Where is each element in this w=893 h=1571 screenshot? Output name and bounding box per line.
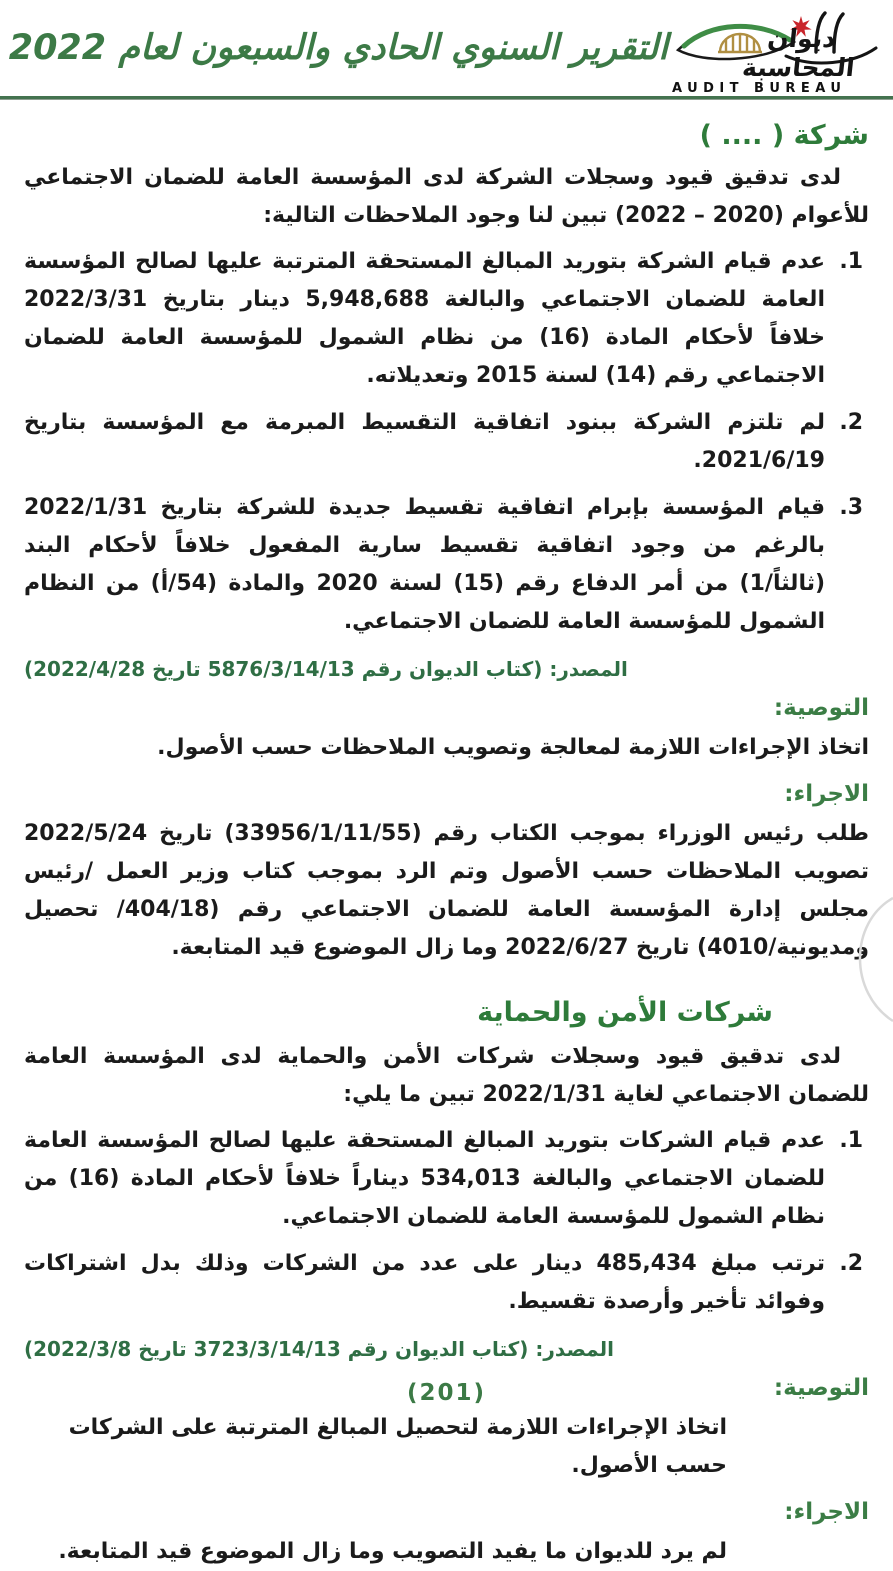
list-item <box>24 243 869 395</box>
section1-list <box>24 243 869 641</box>
action-label: الاجراء: <box>784 781 869 807</box>
section1-intro: لدى تدقيق قيود وسجلات الشركة لدى المؤسسة العامة للضمان الاجتماعي للأعوام (2020 – 2022) تبين لنا وجود الملاحظات التالية: <box>24 165 869 228</box>
audit-bureau-logo <box>668 6 883 96</box>
list-item-text: ترتب مبلغ 485,434 دينار على عدد من الشركات وذلك بدل اشتراكات وفوائد تأخير وأرصدة تقسيط. <box>24 1251 825 1314</box>
page-footer <box>0 1380 893 1406</box>
section2-action: لم يرد للديوان ما يفيد التصويب وما زال الموضوع قيد المتابعة. <box>58 1539 727 1564</box>
list-item-text: عدم قيام الشركات بتوريد المبالغ المستحقة عليها لصالح المؤسسة العامة للضمان الاجتماعي والبالغة 534,013 ديناراً خلافاً لأحكام المادة (16) من نظام الشمول للمؤسسة العامة للضمان الاجتماعي. <box>24 1128 825 1229</box>
section1-source-citation: المصدر: (كتاب الديوان رقم 5876/3/14/13 تاريخ 2022/4/28) <box>24 657 628 681</box>
header-divider <box>0 96 893 100</box>
page-content <box>0 120 893 1571</box>
list-item-number: 2. <box>839 410 863 435</box>
list-item-number: 2. <box>839 1251 863 1276</box>
section2-list <box>24 1122 869 1321</box>
section1-recommendation: اتخاذ الإجراءات اللازمة لمعالجة وتصويب الملاحظات حسب الأصول. <box>157 735 869 760</box>
list-item <box>24 1245 869 1321</box>
logo-english-name: AUDIT BUREAU <box>672 81 847 96</box>
list-item-text: قيام المؤسسة بإبرام اتفاقية تقسيط جديدة للشركة بتاريخ 2022/1/31 بالرغم من وجود اتفاقية تقسيط سارية المفعول خلافاً لأحكام البند (ثالثاً/1) من أمر الدفاع رقم (15) لسنة 2020 والمادة (54/أ) من النظام الشمول للمؤسسة العامة للضمان الاجتماعي. <box>24 495 826 634</box>
list-item <box>24 404 869 480</box>
list-item <box>24 489 869 641</box>
recommendation-label: التوصية: <box>773 1375 869 1401</box>
recommendation-label: التوصية: <box>773 695 869 721</box>
section2-recommendation: اتخاذ الإجراءات اللازمة لتحصيل المبالغ المترتبة على الشركات حسب الأصول. <box>68 1415 727 1478</box>
list-item-text: لم تلتزم الشركة ببنود اتفاقية التقسيط المبرمة مع المؤسسة بتاريخ 2021/6/19. <box>24 410 825 473</box>
page-number: (201) <box>406 1380 487 1406</box>
list-item-text: عدم قيام الشركة بتوريد المبالغ المستحقة المترتبة عليها لصالح المؤسسة العامة للضمان الاجتماعي والبالغة 5,948,688 دينار بتاريخ 2022/3/31 خلافاً لأحكام المادة (16) من نظام الشمول للمؤسسة العامة للضمان الاجتماعي رقم (14) لسنة 2015 وتعديلاته. <box>24 249 825 388</box>
section1-title: شركة ( .... ) <box>699 120 869 151</box>
report-title: التقرير السنوي الحادي والسبعون لعام 2022 <box>8 28 668 68</box>
section2-title: شركات الأمن والحماية <box>477 997 773 1028</box>
section1-action: طلب رئيس الوزراء بموجب الكتاب رقم (33956/1/11/55) تاريخ 2022/5/24 تصويب الملاحظات حسب الأصول وتم الرد بموجب كتاب وزير العمل /رئيس مجلس إدارة المؤسسة العامة للضمان الاجتماعي رقم (404/18/ تحصيل ومديونية/4010) تاريخ 2022/6/27 وما زال الموضوع قيد المتابعة. <box>24 821 870 960</box>
action-label: الاجراء: <box>784 1499 869 1525</box>
section2-source-citation: المصدر: (كتاب الديوان رقم 3723/3/14/13 تاريخ 2022/3/8) <box>24 1337 614 1361</box>
logo-arabic-name: ديوان المحاسبة <box>740 24 857 82</box>
list-item-number: 1. <box>839 249 863 274</box>
list-item-number: 3. <box>839 495 863 520</box>
page-header <box>0 0 893 96</box>
list-item-number: 1. <box>839 1128 863 1153</box>
section2-intro: لدى تدقيق قيود وسجلات شركات الأمن والحماية لدى المؤسسة العامة للضمان الاجتماعي لغاية 2022/1/31 تبين ما يلي: <box>24 1044 869 1107</box>
list-item <box>24 1122 869 1236</box>
